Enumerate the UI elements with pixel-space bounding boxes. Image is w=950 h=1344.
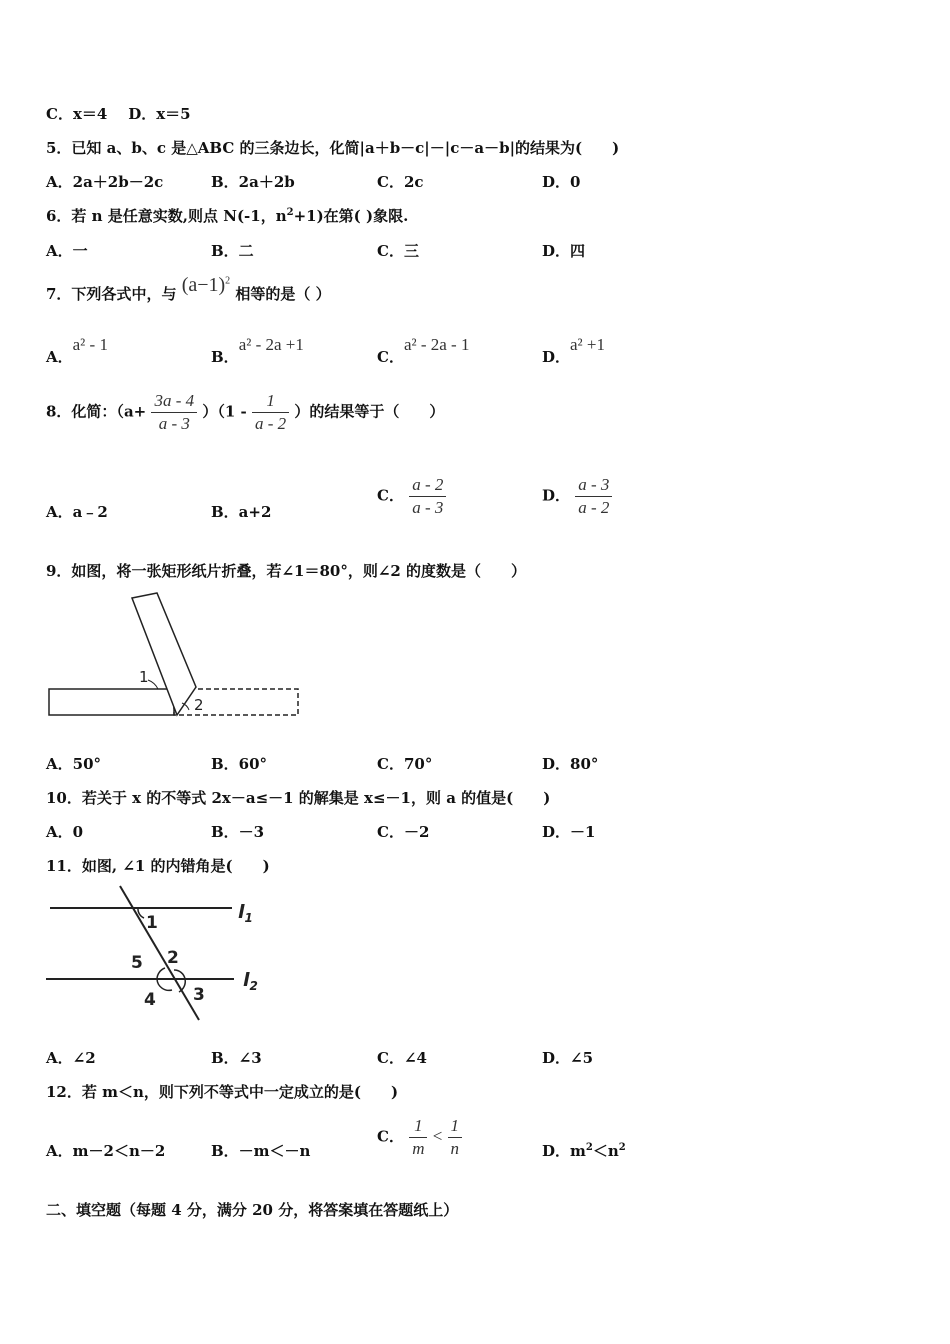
q8-option-d-fraction [575,474,612,519]
q7-stem [46,274,331,305]
q11-figure [44,880,274,1025]
q11-angle5-arc [157,968,165,979]
q6-option-d: D．四 [542,242,586,260]
q5-option-d: D．0 [542,173,581,191]
q12-option-c-den-1: m [412,1139,425,1158]
q7-option-a-expr: a² - 1 [72,335,108,354]
q7-option-b [211,334,304,366]
q6-stem-sup: 2 [286,207,294,218]
q11-angle3-arc [179,979,185,992]
q9-option-b: B．60° [211,755,268,773]
q9-option-c: C．70° [377,755,433,773]
q11-label-5: 5 [131,953,143,973]
q9-label-2: 2 [194,696,204,714]
q12-option-d-pre: D．m [542,1142,586,1160]
q4-option-c: C．x＝4 [46,105,108,123]
q11-stem: 11．如图, ∠1 的内错角是( ) [46,857,270,875]
q11-label-1: 1 [146,913,158,933]
q8-option-c-fraction [409,474,446,519]
q8-fraction-1-den: a - 3 [158,414,190,433]
q10-option-b: B．－3 [211,823,265,841]
q8-option-d-label: D． [542,486,571,505]
q6-stem-pre: 6．若 n 是任意实数,则点 N(-1，n [46,207,287,225]
q7-option-c [377,334,470,366]
q12-option-d-sup1: 2 [585,1142,593,1153]
q7-stem-post: 相等的是（ ） [235,285,331,303]
q12-option-c-lt: < [432,1126,443,1146]
q7-option-c-label: C． [377,348,404,366]
q12-option-c-label: C． [377,1127,404,1146]
q8-option-d-num: a - 3 [575,474,612,497]
q8-option-d [542,474,612,519]
q11-l1-text: l [238,901,245,923]
q8-option-b: B．a+2 [211,503,272,521]
q11-angle2-arc [174,970,185,979]
q11-l1-sub: 1 [244,911,253,925]
q12-option-d [542,1140,626,1161]
q6-option-b: B．二 [211,242,254,260]
q11-label-3: 3 [193,985,205,1005]
q8-fraction-2-den: a - 2 [255,414,287,433]
q4-options [46,103,191,124]
q8-option-d-den: a - 2 [578,498,610,517]
q8-option-c-label: C． [377,486,404,505]
q9-angle1-arc [148,680,158,689]
q12-option-c-num-2: 1 [448,1115,463,1138]
q6-stem [46,205,408,226]
q6-option-c: C．三 [377,242,419,260]
q11-label-l1 [238,901,253,925]
q5-option-b: B．2a＋2b [211,173,295,191]
q7-option-d [542,334,605,366]
q8-stem-b: ）（1 - [202,402,247,421]
q5-stem: 5．已知 a、b、c 是△ABC 的三条边长，化简|a＋b－c|－|c－a－b|的结果为( ) [46,139,620,157]
q7-option-d-label: D． [542,348,571,366]
q8-option-c-num: a - 2 [409,474,446,497]
q11-label-4: 4 [144,990,156,1010]
q11-option-a: A．∠2 [46,1049,96,1067]
q9-label-1: 1 [139,668,149,686]
q9-stem: 9．如图，将一张矩形纸片折叠，若∠1＝80°，则∠2 的度数是（ ） [46,562,527,580]
q8-option-c [377,474,446,519]
q9-folded-part [132,593,196,715]
q7-expr: (a−1) [181,274,226,296]
q8-fraction-1 [151,390,197,435]
q8-stem [46,390,444,435]
q8-option-c-den: a - 3 [412,498,444,517]
q5-option-a: A．2a＋2b－2c [46,173,164,191]
q11-option-d: D．∠5 [542,1049,594,1067]
q12-option-d-mid: ＜n [592,1142,619,1160]
q12-option-c-den-2: n [450,1139,460,1158]
q12-option-b: B．－m＜－n [211,1142,311,1160]
section2-title: 二、填空题（每题 4 分，满分 20 分，将答案填在答题纸上） [46,1201,459,1219]
q12-option-d-sup2: 2 [618,1142,626,1153]
q9-option-d: D．80° [542,755,599,773]
q12-stem: 12．若 m＜n，则下列不等式中一定成立的是( ) [46,1083,399,1101]
q7-option-c-expr: a² - 2a - 1 [403,335,470,354]
q7-option-a [46,334,108,366]
q12-option-a: A．m－2＜n－2 [46,1142,166,1160]
q8-fraction-1-num: 3a - 4 [151,390,197,413]
q7-stem-pre: 7．下列各式中，与 [46,285,177,303]
q8-stem-c: ）的结果等于（ ） [294,402,445,421]
q11-option-b: B．∠3 [211,1049,262,1067]
q10-stem: 10．若关于 x 的不等式 2x－a≤－1 的解集是 x≤－1，则 a 的值是( ) [46,789,551,807]
q12-option-c [377,1115,462,1160]
q11-l2-sub: 2 [249,979,258,993]
q12-option-c-num-1: 1 [409,1115,427,1138]
q8-option-a: A．a﹣2 [46,503,108,521]
q9-figure [46,590,306,725]
q9-strip [49,689,174,715]
q7-option-b-label: B． [211,348,239,366]
q8-fraction-2 [252,390,289,435]
q11-angle4-arc [157,979,172,990]
q12-option-c-fraction-1 [409,1115,427,1160]
q10-option-a: A．0 [46,823,84,841]
q7-expression [182,274,230,296]
q7-expr-sup: 2 [225,275,231,287]
q7-option-d-expr: a² +1 [570,335,605,354]
q10-option-d: D．－1 [542,823,596,841]
q6-option-a: A．一 [46,242,88,260]
q11-l2-text: l [243,969,250,991]
q7-option-a-label: A． [46,348,73,366]
q11-label-2: 2 [167,948,179,968]
q8-stem-a: 8．化简：（a+ [46,402,147,421]
q9-option-a: A．50° [46,755,102,773]
q5-option-c: C．2c [377,173,424,191]
q12-option-c-fraction-2 [448,1115,463,1160]
q11-label-l2 [243,969,258,993]
q10-option-c: C．－2 [377,823,430,841]
q7-option-b-expr: a² - 2a +1 [238,335,304,354]
q11-option-c: C．∠4 [377,1049,427,1067]
q6-stem-post: +1)在第( )象限. [293,207,409,225]
q4-option-d: D．x＝5 [128,105,191,123]
q8-fraction-2-num: 1 [252,390,289,413]
